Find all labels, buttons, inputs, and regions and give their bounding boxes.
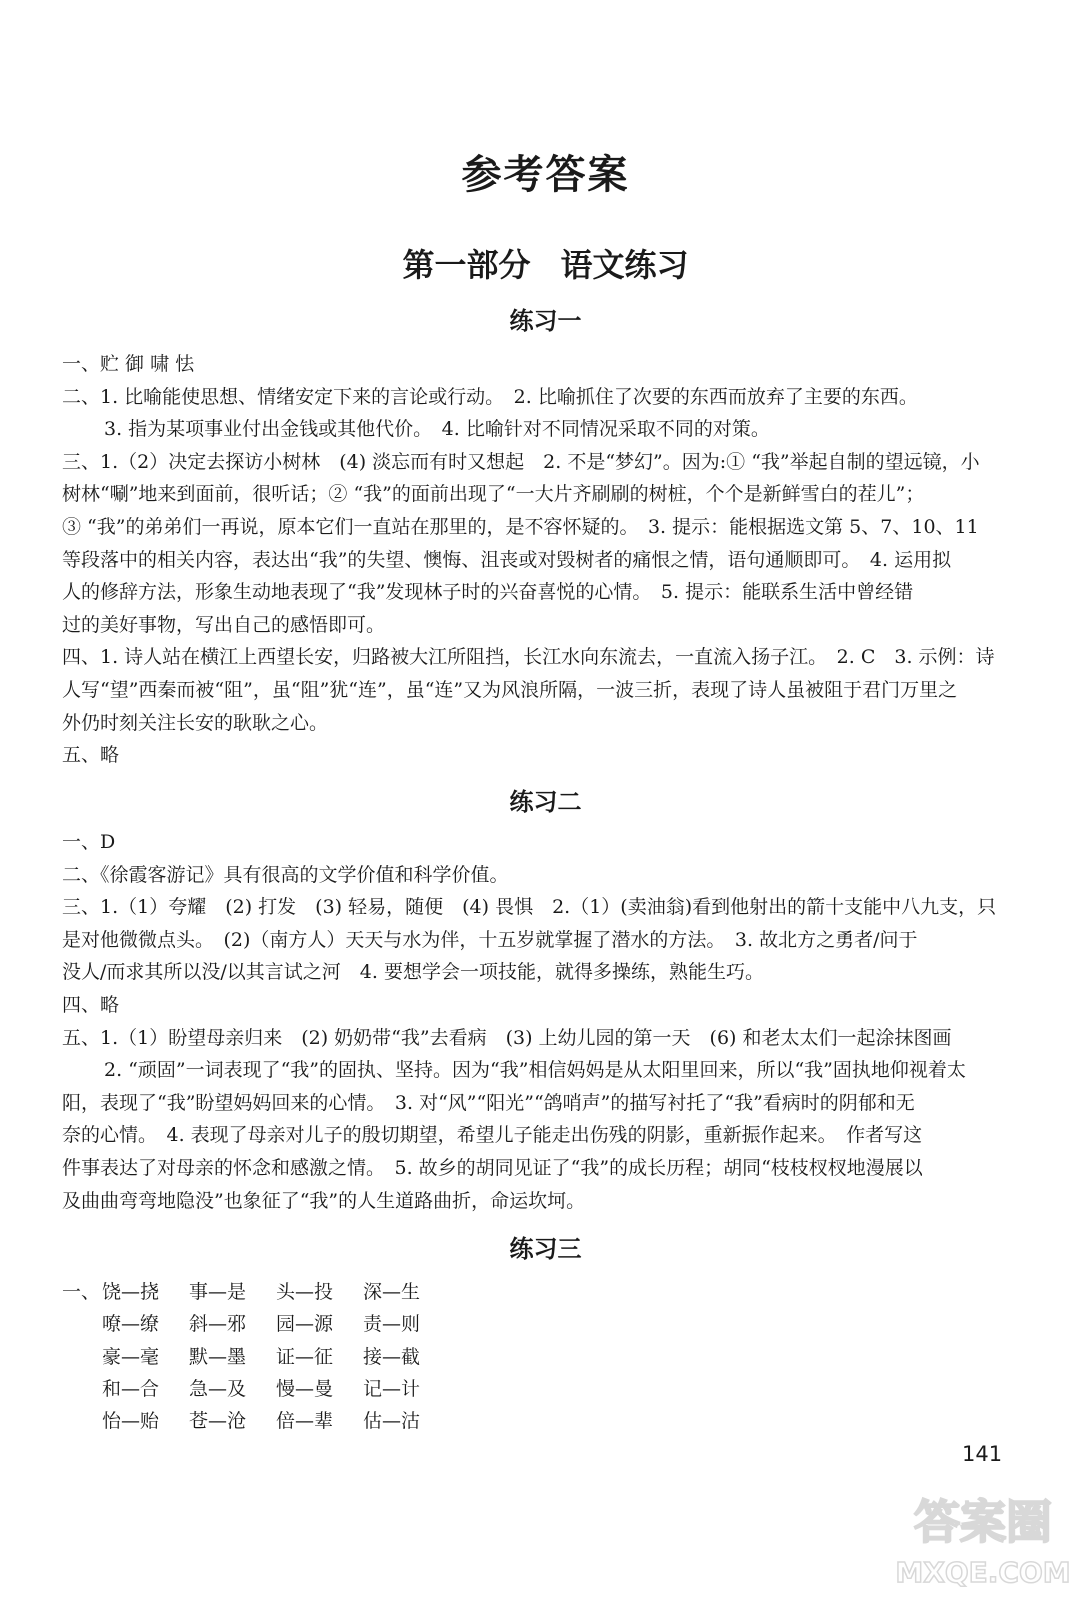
word-pair: 斜—邪 (189, 1313, 247, 1336)
word-pair: 估—沽 (363, 1410, 421, 1433)
word-row (62, 1341, 482, 1373)
answer-line: 阳，表现了“我”盼望妈妈回来的心情。 3. 对“风”“阳光”“鸽哨声”的描写衬托了“我”看病时的阴郁和无 (62, 1091, 915, 1114)
word-pairs-ex3 (62, 1276, 482, 1437)
answer-line: 人写“望”西秦而被“阻”，虽“阻”犹“连”，虽“连”又为风浪所隔，一波三折，表现了诗人虽被阻于君门万里之 (62, 678, 958, 701)
answer-line: 五、1.（1）盼望母亲归来 (2) 奶奶带“我”去看病 (3) 上幼儿园的第一天 (6) 和老太太们一起涂抹图画 (62, 1026, 952, 1049)
section-heading-ex1: 练习一 (509, 306, 582, 335)
word-pair: 倍—辈 (276, 1410, 334, 1433)
answer-line: 及曲曲弯弯地隐没”也象征了“我”的人生道路曲折，命运坎坷。 (62, 1189, 586, 1212)
word-pair: 饶—挠 (102, 1281, 160, 1303)
answer-line: 一、贮 御 啸 怯 (62, 353, 195, 375)
word-pair: 嘹—缭 (102, 1313, 160, 1336)
part-title (0, 240, 1091, 286)
answer-line: 等段落中的相关内容，表达出“我”的失望、懊悔、沮丧或对毁树者的痛恨之情，语句通顺即可。 4. 运用拟 (62, 548, 952, 571)
word-pair: 责—则 (363, 1313, 421, 1336)
answer-line: 一、D (62, 831, 116, 853)
word-pair: 事—是 (189, 1281, 247, 1303)
word-pair: 接—截 (363, 1345, 421, 1368)
word-row (62, 1405, 482, 1437)
word-pair: 记—计 (363, 1377, 421, 1400)
answer-line: 件事表达了对母亲的怀念和感激之情。 5. 故乡的胡同见证了“我”的成长历程；胡同“枝枝杈杈地漫展以 (62, 1156, 923, 1179)
answer-line: 四、1. 诗人站在横江上西望长安，归路被大江所阻挡，长江水向东流去，一直流入扬子江。 2. C 3. 示例：诗 (62, 646, 995, 669)
part-name: 语文练习 (560, 246, 689, 284)
answers-ex2 (62, 826, 1022, 1217)
word-pair: 深—生 (363, 1281, 421, 1303)
answer-line: 没人/而求其所以没/以其言试之河 4. 要想学会一项技能，就得多操练，熟能生巧。 (62, 961, 764, 984)
answer-line: 外仍时刻关注长安的耿耿之心。 (62, 711, 329, 734)
word-pair: 苍—沧 (189, 1410, 247, 1433)
section-heading-ex2: 练习二 (509, 787, 582, 816)
part-label: 第一部分 (402, 246, 531, 284)
watermark-logo (888, 1474, 1078, 1594)
word-row (62, 1308, 482, 1340)
word-pair: 和—合 (102, 1377, 160, 1400)
item-label: 一、 (62, 1281, 101, 1303)
answer-line: 过的美好事物，写出自己的感悟即可。 (62, 613, 386, 636)
answer-line: 三、1.（1）夸耀 (2) 打发 (3) 轻易，随便 (4) 畏惧 2.（1）(卖油翁)看到他射出的箭十支能中八九支，只 (62, 896, 997, 919)
answer-line: 奈的心情。 4. 表现了母亲对儿子的殷切期望，希望儿子能走出伤残的阴影，重新振作起来。 作者写这 (62, 1124, 923, 1147)
answer-line: 2. “顽固”一词表现了“我”的固执、坚持。因为“我”相信妈妈是从太阳里回来，所以“我”固执地仰视着太 (104, 1059, 966, 1082)
answer-line: 人的修辞方法，形象生动地表现了“我”发现林子时的兴奋喜悦的心情。 5. 提示：能联系生活中曾经错 (62, 581, 914, 604)
word-pair: 证—征 (276, 1345, 334, 1368)
page-number: 141 (962, 1442, 1003, 1466)
watermark-url: MXQE.COM (895, 1556, 1071, 1589)
answer-line: ③ “我”的弟弟们一再说，原本它们一直站在那里的，是不容怀疑的。 3. 提示：能根据选文第 5、7、10、11 (62, 515, 979, 538)
word-pair: 怡—贻 (102, 1410, 160, 1433)
word-pair: 园—源 (276, 1313, 334, 1336)
word-pair: 急—及 (189, 1377, 247, 1400)
word-row (62, 1373, 482, 1405)
answers-ex1 (62, 348, 1022, 772)
word-pair: 头—投 (276, 1281, 334, 1303)
section-heading-ex3: 练习三 (509, 1234, 582, 1263)
answer-line: 3. 指为某项事业付出金钱或其他代价。 4. 比喻针对不同情况采取不同的对策。 (104, 418, 770, 441)
watermark-text: 答案圈 (914, 1495, 1052, 1549)
answer-line: 二、1. 比喻能使思想、情绪安定下来的言论或行动。 2. 比喻抓住了次要的东西而放弃了主要的东西。 (62, 385, 918, 408)
word-row (62, 1276, 482, 1308)
word-pair: 慢—曼 (276, 1377, 334, 1400)
answer-line: 二、《徐霞客游记》具有很高的文学价值和科学价值。 (62, 863, 509, 886)
answer-line: 三、1.（2）决定去探访小树林 (4) 淡忘而有时又想起 2. 不是“梦幻”。因为:① “我”举起自制的望远镜，小 (62, 450, 980, 473)
answer-line: 四、略 (62, 993, 120, 1016)
word-pair: 豪—毫 (102, 1345, 160, 1368)
answer-line: 是对他微微点头。 (2)（南方人）天天与水为伴，十五岁就掌握了潜水的方法。 3. 故北方之勇者/问于 (62, 928, 918, 951)
word-pair: 默—墨 (189, 1345, 247, 1368)
page-title: 参考答案 (461, 151, 630, 198)
answer-line: 五、略 (62, 744, 120, 767)
answer-line: 树林“唰”地来到面前，很听话；② “我”的面前出现了“一大片齐刷刷的树桩，个个是新鲜雪白的茬儿”； (62, 483, 925, 506)
